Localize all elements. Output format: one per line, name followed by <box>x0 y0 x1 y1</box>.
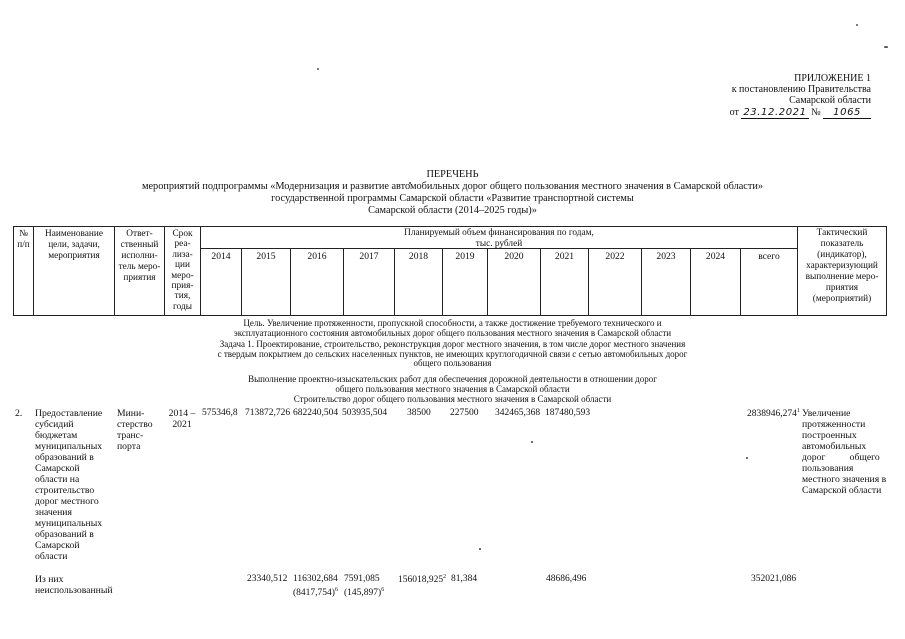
row-term: 2014 – 2021 <box>168 408 196 430</box>
unused-label: Из них неиспользованный <box>35 574 113 596</box>
value-2015: 713872,726 <box>245 408 291 418</box>
scan-speck <box>884 46 888 48</box>
header-year-2021: 2021 <box>554 251 575 262</box>
value-2018: 38500 <box>407 408 431 418</box>
row-number: 2. <box>15 408 23 419</box>
date-prefix: от <box>729 106 739 118</box>
header-year-2014: 2014 <box>211 251 231 262</box>
value-2016: 682240,504 <box>293 408 339 418</box>
appendix-title: ПРИЛОЖЕНИЕ 1 <box>794 73 871 84</box>
value-2020: 342465,368 <box>495 408 541 418</box>
header-year-2016: 2016 <box>307 251 327 262</box>
task-text: Задача 1. Проектирование, строительство, реконструкция дорог местного значения, в том числе дорог местного значения с твердым покрытием до сельских населенных пунктов, не имеющих круглогодичной связи с сетью автомобильных дорог общего пользования <box>217 339 688 369</box>
header-col-term: Срок реа- лиза- ции меро- прия- тия, годы <box>171 229 194 312</box>
header-year-2015: 2015 <box>256 251 276 262</box>
unused-2017: 7591,085 $(145,897)^6$ <box>344 574 385 599</box>
value-total: 2838946,274$^1$ <box>747 408 800 420</box>
footnote-mark: 1 <box>796 408 800 414</box>
appendix-block <box>730 73 871 118</box>
appendix-date-line <box>730 107 871 118</box>
unused-total: 352021,086 <box>751 574 797 584</box>
header-year-2017: 2017 <box>359 251 379 262</box>
scan-speck <box>479 548 481 550</box>
header-col-name: Наименование цели, задачи, мероприятия <box>45 229 103 261</box>
heading-line3: Самарской области (2014–2025 годы)» <box>368 205 537 216</box>
header-col-number: № п/п <box>17 229 30 250</box>
construction-text: Строительство дорог общего пользования местного значения в Самарской области <box>293 394 612 404</box>
header-year-2019: 2019 <box>455 251 475 262</box>
table-header <box>13 226 887 316</box>
header-year-2020: 2020 <box>504 251 524 262</box>
header-col-indicator: Тактический показатель (индикатор), характеризующий выполнение меро- приятия (мероприятий) <box>805 228 879 304</box>
heading-line2: государственной программы Самарской области «Развитие транспортной системы <box>271 193 634 204</box>
value-2019: 227500 <box>450 408 479 418</box>
scan-speck <box>531 441 533 443</box>
header-funding-title: Планируемый объем финансирования по годам, тыс. рублей <box>404 228 594 249</box>
value-2017: 503935,504 <box>342 408 388 418</box>
document-heading <box>0 169 905 217</box>
row-indicator: Увеличение протяженности построенных автомобильных дорог общего пользования местного значения в Самарской области <box>802 408 887 496</box>
scan-speck <box>746 457 748 459</box>
appendix-line2: Самарской области <box>789 95 871 107</box>
unused-2021: 48686,496 <box>546 574 587 584</box>
header-year-2018: 2018 <box>408 251 429 262</box>
header-year-2023: 2023 <box>656 251 676 262</box>
value-2021: 187480,593 <box>545 408 591 418</box>
header-year-2024: 2024 <box>705 251 726 262</box>
scan-speck <box>317 68 319 70</box>
heading-line1: мероприятий подпрограммы «Модернизация и развитие автомобильных дорог общего пользования местного значения в Самарской области» <box>141 181 764 192</box>
header-col-responsible: Ответ- ственный исполни- тель меро- приятия <box>118 229 161 283</box>
row-name: Предоставление субсидий бюджетам муниципальных образований в Самарской области на строительство дорог местного значения муниципальных образований в Самарской области <box>35 408 103 562</box>
number-prefix: № <box>811 106 821 118</box>
unused-2015: 23340,512 <box>247 574 288 584</box>
appendix-line1: к постановлению Правительства <box>731 84 871 96</box>
header-year-2022: 2022 <box>605 251 625 262</box>
handwritten-number: 1065 <box>823 107 871 119</box>
scan-speck <box>856 24 858 26</box>
unused-2016: 116302,684 $(8417,754)^6$ <box>293 574 338 599</box>
design-works-text: Выполнение проектно-изыскательских работ для обеспечения дорожной деятельности в отношении дорог общего пользования местного значения в Самарской области <box>248 374 657 394</box>
heading-title: ПЕРЕЧЕНЬ <box>426 169 479 180</box>
goal-text: Цель. Увеличение протяженности, пропускной способности, а также достижение требуемого технического и эксплуатационного состояния автомобильных дорог общего пользования местного значения в Самарской области <box>233 318 672 338</box>
value-2014: 575346,8 <box>202 408 238 418</box>
unused-2018: 156018,925$^2$ <box>398 574 447 586</box>
handwritten-date: 23.12.2021 <box>743 106 807 118</box>
header-total: всего <box>758 251 780 262</box>
row-responsible: Мини- стерство транс- порта <box>117 408 153 452</box>
unused-2019: 81,384 <box>451 574 478 584</box>
